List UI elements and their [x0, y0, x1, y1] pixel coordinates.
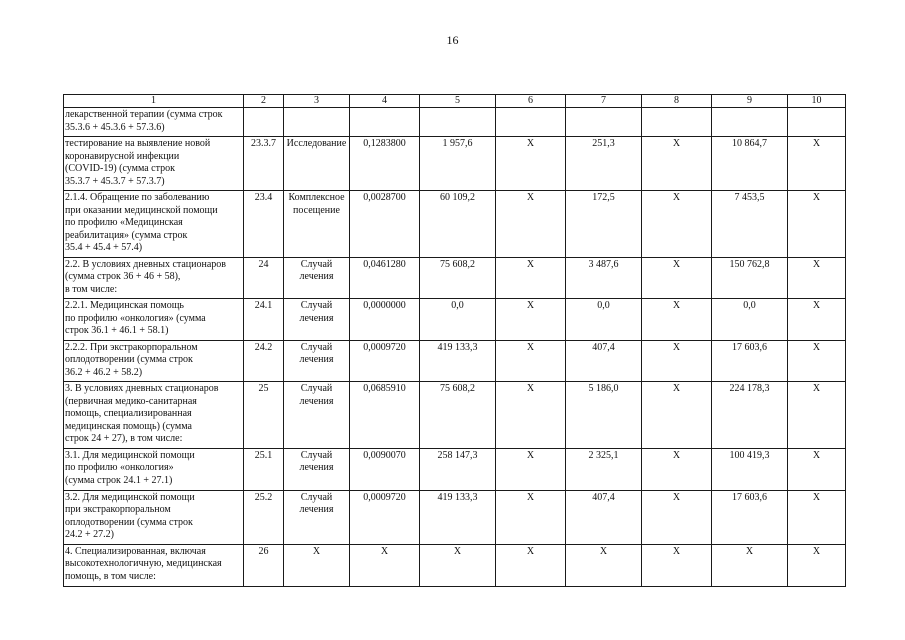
row-description: тестирование на выявление новой коронавирусной инфекции (COVID-19) (сумма строк 35.3.7 + 45.3.7 + 57.3.7) [64, 137, 244, 191]
row-number: 25 [244, 382, 284, 449]
value-cell: X [788, 382, 846, 449]
value-cell [496, 108, 566, 137]
column-number: 2 [244, 95, 284, 108]
value-cell: 0,0 [712, 299, 788, 341]
value-cell: 258 147,3 [420, 448, 496, 490]
table-row [64, 382, 846, 449]
value-cell: 0,0090070 [350, 448, 420, 490]
row-number: 24.2 [244, 340, 284, 382]
value-cell: 251,3 [566, 137, 642, 191]
value-cell: 0,0000000 [350, 299, 420, 341]
value-cell [566, 108, 642, 137]
value-cell: X [788, 191, 846, 258]
unit-cell: Исследование [284, 137, 350, 191]
table-header-row [64, 95, 846, 108]
table-row [64, 299, 846, 341]
data-table [63, 94, 846, 587]
value-cell: 60 109,2 [420, 191, 496, 258]
value-cell: X [642, 137, 712, 191]
value-cell: 2 325,1 [566, 448, 642, 490]
value-cell: 0,0685910 [350, 382, 420, 449]
value-cell: 172,5 [566, 191, 642, 258]
row-description: 4. Специализированная, включая высокотехнологичную, медицинская помощь, в том числе: [64, 544, 244, 586]
row-number: 25.1 [244, 448, 284, 490]
value-cell: X [496, 137, 566, 191]
value-cell: X [788, 299, 846, 341]
value-cell [350, 108, 420, 137]
value-cell: X [420, 544, 496, 586]
row-description: 2.2.1. Медицинская помощь по профилю «онкология» (сумма строк 36.1 + 46.1 + 58.1) [64, 299, 244, 341]
unit-cell: Случай лечения [284, 382, 350, 449]
value-cell: X [788, 490, 846, 544]
value-cell: 419 133,3 [420, 490, 496, 544]
row-number [244, 108, 284, 137]
value-cell: X [788, 137, 846, 191]
table-row [64, 137, 846, 191]
value-cell: X [496, 191, 566, 258]
value-cell: 3 487,6 [566, 257, 642, 299]
value-cell: 0,0009720 [350, 490, 420, 544]
column-number: 4 [350, 95, 420, 108]
value-cell: 1 957,6 [420, 137, 496, 191]
unit-cell [284, 108, 350, 137]
value-cell: X [642, 448, 712, 490]
value-cell: 10 864,7 [712, 137, 788, 191]
value-cell: 5 186,0 [566, 382, 642, 449]
row-description: 2.2.2. При экстракорпоральном оплодотворении (сумма строк 36.2 + 46.2 + 58.2) [64, 340, 244, 382]
row-number: 23.4 [244, 191, 284, 258]
row-number: 26 [244, 544, 284, 586]
unit-cell: Комплексное посещение [284, 191, 350, 258]
value-cell: 0,0461280 [350, 257, 420, 299]
value-cell [788, 108, 846, 137]
table-row [64, 340, 846, 382]
table-row [64, 448, 846, 490]
column-number: 8 [642, 95, 712, 108]
row-description: 3. В условиях дневных стационаров (первичная медико-санитарная помощь, специализированная медицинская помощь) (сумма строк 24 + 27), в том числе: [64, 382, 244, 449]
value-cell: X [788, 544, 846, 586]
column-number: 6 [496, 95, 566, 108]
value-cell: X [496, 257, 566, 299]
value-cell [420, 108, 496, 137]
value-cell: X [496, 490, 566, 544]
value-cell: X [496, 340, 566, 382]
value-cell: X [642, 299, 712, 341]
value-cell: 17 603,6 [712, 340, 788, 382]
value-cell: X [566, 544, 642, 586]
column-number: 10 [788, 95, 846, 108]
value-cell: 419 133,3 [420, 340, 496, 382]
value-cell: X [496, 544, 566, 586]
row-number: 23.3.7 [244, 137, 284, 191]
value-cell [712, 108, 788, 137]
value-cell: X [788, 257, 846, 299]
row-description: 3.2. Для медицинской помощи при экстракорпоральном оплодотворении (сумма строк 24.2 + 27.2) [64, 490, 244, 544]
row-number: 24.1 [244, 299, 284, 341]
column-number: 3 [284, 95, 350, 108]
table-row [64, 490, 846, 544]
value-cell: 75 608,2 [420, 382, 496, 449]
row-description: лекарственной терапии (сумма строк 35.3.6 + 45.3.6 + 57.3.6) [64, 108, 244, 137]
value-cell: 0,0028700 [350, 191, 420, 258]
column-number: 1 [64, 95, 244, 108]
row-description: 2.2. В условиях дневных стационаров (сумма строк 36 + 46 + 58), в том числе: [64, 257, 244, 299]
row-description: 3.1. Для медицинской помощи по профилю «онкология» (сумма строк 24.1 + 27.1) [64, 448, 244, 490]
unit-cell: Случай лечения [284, 340, 350, 382]
unit-cell: Случай лечения [284, 490, 350, 544]
column-number: 7 [566, 95, 642, 108]
unit-cell: Случай лечения [284, 257, 350, 299]
table-row [64, 257, 846, 299]
value-cell: 0,0 [566, 299, 642, 341]
page-number: 16 [446, 33, 459, 47]
value-cell [642, 108, 712, 137]
value-cell: 75 608,2 [420, 257, 496, 299]
row-number: 25.2 [244, 490, 284, 544]
value-cell: 224 178,3 [712, 382, 788, 449]
value-cell: 100 419,3 [712, 448, 788, 490]
value-cell: X [712, 544, 788, 586]
value-cell: 407,4 [566, 490, 642, 544]
value-cell: 0,0 [420, 299, 496, 341]
row-description: 2.1.4. Обращение по заболеванию при оказании медицинской помощи по профилю «Медицинская реабилитация» (сумма строк 35.4 + 45.4 + 57.4) [64, 191, 244, 258]
row-number: 24 [244, 257, 284, 299]
value-cell: X [788, 448, 846, 490]
value-cell: 7 453,5 [712, 191, 788, 258]
value-cell: X [496, 382, 566, 449]
value-cell: X [642, 257, 712, 299]
value-cell: X [642, 544, 712, 586]
unit-cell: Случай лечения [284, 299, 350, 341]
table-row [64, 544, 846, 586]
value-cell: X [496, 448, 566, 490]
value-cell: 0,0009720 [350, 340, 420, 382]
value-cell: X [350, 544, 420, 586]
value-cell: X [642, 490, 712, 544]
table-row [64, 191, 846, 258]
value-cell: X [496, 299, 566, 341]
unit-cell: Случай лечения [284, 448, 350, 490]
value-cell: X [642, 191, 712, 258]
value-cell: X [788, 340, 846, 382]
column-number: 9 [712, 95, 788, 108]
value-cell: 0,1283800 [350, 137, 420, 191]
value-cell: X [642, 340, 712, 382]
unit-cell: X [284, 544, 350, 586]
table-row [64, 108, 846, 137]
column-number: 5 [420, 95, 496, 108]
value-cell: 17 603,6 [712, 490, 788, 544]
value-cell: 150 762,8 [712, 257, 788, 299]
value-cell: 407,4 [566, 340, 642, 382]
value-cell: X [642, 382, 712, 449]
